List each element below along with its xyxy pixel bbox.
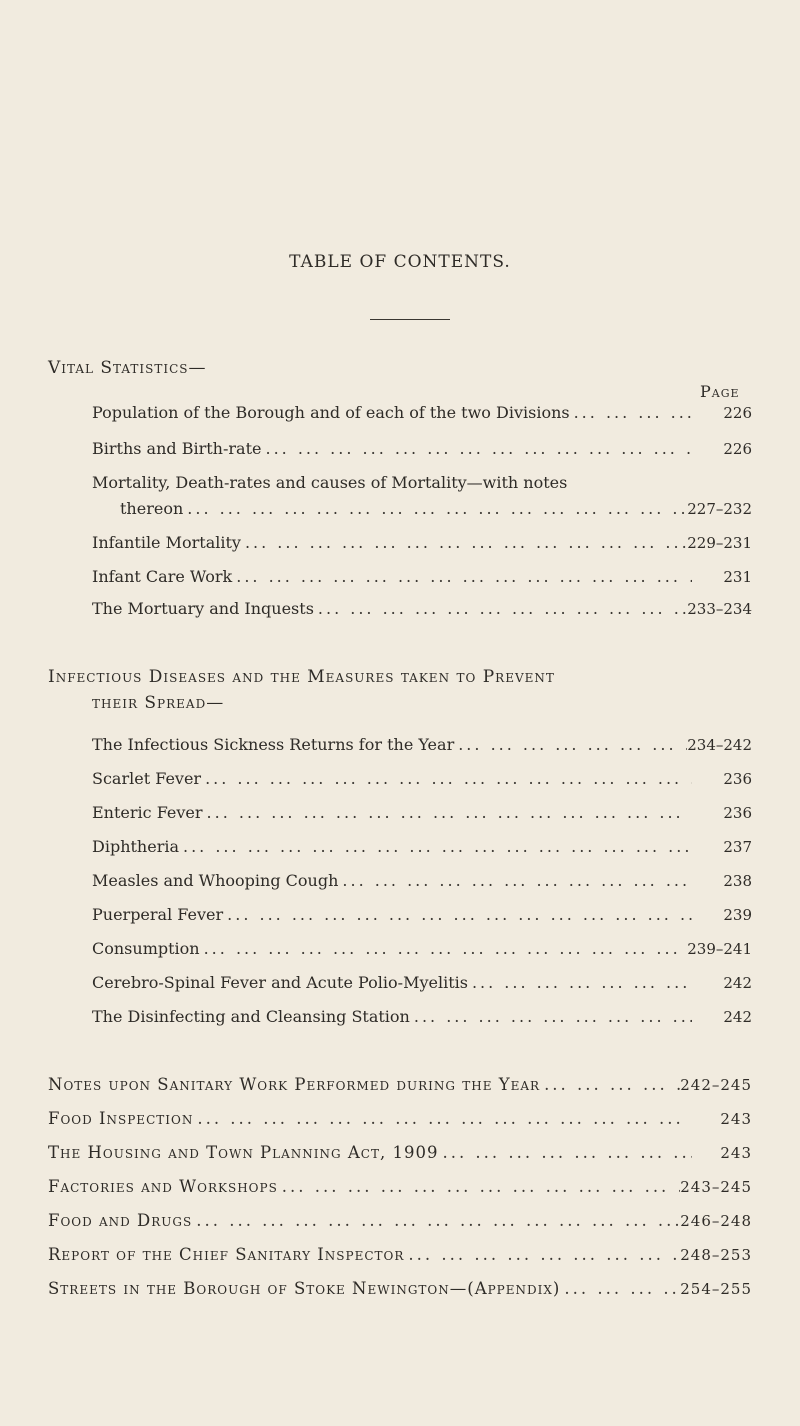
leader-dots <box>438 1143 692 1162</box>
toc-entry-page: 227–232 <box>687 500 752 518</box>
toc-entry <box>48 1109 752 1133</box>
toc-entry <box>92 939 752 963</box>
leader-dots <box>560 1279 680 1298</box>
title-divider <box>370 319 450 320</box>
toc-entry-label: Infantile Mortality <box>92 533 241 552</box>
toc-entry-page: 243–245 <box>680 1178 752 1196</box>
toc-entry-label: The Mortuary and Inquests <box>92 599 314 618</box>
toc-entry <box>92 973 752 997</box>
leader-dots <box>468 973 692 992</box>
toc-entry-label: Food and Drugs <box>48 1211 193 1230</box>
leader-dots <box>203 803 692 822</box>
toc-entry-label: The Disinfecting and Cleansing Station <box>92 1007 410 1026</box>
leader-dots <box>179 837 692 856</box>
toc-entry-label: Births and Birth-rate <box>92 439 262 458</box>
leader-dots <box>232 567 692 586</box>
leader-dots <box>261 439 692 458</box>
toc-entry-page: 243 <box>720 1110 752 1128</box>
toc-entry-page: 233–234 <box>687 600 752 618</box>
toc-entry-page: 248–253 <box>680 1246 752 1264</box>
toc-entry-page: 229–231 <box>687 534 752 552</box>
toc-entry <box>48 1279 752 1303</box>
leader-dots <box>338 871 692 890</box>
toc-entry-label: Food Inspection <box>48 1109 194 1128</box>
section-heading-infectious-diseases: Infectious Diseases and the Measures taken to Prevent <box>48 667 555 687</box>
toc-entry <box>92 905 752 929</box>
toc-entry-label: Scarlet Fever <box>92 769 202 788</box>
toc-entry-label: Enteric Fever <box>92 803 203 822</box>
toc-entry-label: Population of the Borough and of each of the two Divisions <box>92 403 570 422</box>
leader-dots <box>454 735 687 754</box>
leader-dots <box>570 403 692 422</box>
toc-entry <box>48 1245 752 1269</box>
toc-entry-page: 234–242 <box>687 736 752 754</box>
toc-entry-page: 238 <box>723 872 752 890</box>
toc-entry-page: 243 <box>720 1144 752 1162</box>
toc-entry-label: Notes upon Sanitary Work Performed during the Year <box>48 1075 541 1094</box>
toc-entry-page: 239–241 <box>687 940 752 958</box>
toc-entry <box>48 1211 752 1235</box>
toc-entry-page: 237 <box>723 838 752 856</box>
toc-entry <box>92 837 752 861</box>
leader-dots <box>183 499 687 518</box>
toc-entry <box>92 403 752 427</box>
toc-entry <box>92 1007 752 1031</box>
toc-entry-page: 242 <box>723 1008 752 1026</box>
leader-dots <box>314 599 687 618</box>
toc-entry <box>48 1075 752 1099</box>
toc-entry-page: 226 <box>723 404 752 422</box>
toc-entry-page: 242 <box>723 974 752 992</box>
toc-entry <box>92 735 752 759</box>
toc-entry-page: 236 <box>723 804 752 822</box>
toc-entry <box>48 1143 752 1167</box>
toc-entry <box>92 803 752 827</box>
toc-entry <box>92 871 752 895</box>
toc-entry-page: 242–245 <box>680 1076 752 1094</box>
page-column-label: Page <box>700 382 740 401</box>
toc-entry-label: Measles and Whooping Cough <box>92 871 339 890</box>
leader-dots <box>241 533 687 552</box>
toc-entry-label-first-line: Mortality, Death-rates and causes of Mortality—with notes <box>92 473 568 492</box>
toc-entry-label: Consumption <box>92 939 200 958</box>
leader-dots <box>278 1177 680 1196</box>
leader-dots <box>192 1211 680 1230</box>
toc-entry-label: The Infectious Sickness Returns for the Year <box>92 735 455 754</box>
toc-entry <box>48 1177 752 1201</box>
toc-entry-label: Diphtheria <box>92 837 179 856</box>
toc-entry-page: 254–255 <box>680 1280 752 1298</box>
leader-dots <box>200 939 688 958</box>
toc-entry <box>92 439 752 463</box>
toc-entry-page: 231 <box>723 568 752 586</box>
toc-entry <box>120 499 752 523</box>
leader-dots <box>410 1007 692 1026</box>
toc-entry-label: Cerebro-Spinal Fever and Acute Polio-Myelitis <box>92 973 468 992</box>
toc-entry-label: Factories and Workshops <box>48 1177 278 1196</box>
toc-entry-label: The Housing and Town Planning Act, 1909 <box>48 1143 439 1162</box>
section-heading-vital-statistics: Vital Statistics— <box>48 358 207 378</box>
leader-dots <box>404 1245 680 1264</box>
leader-dots <box>201 769 692 788</box>
toc-entry-page: 226 <box>723 440 752 458</box>
toc-entry <box>92 533 752 557</box>
leader-dots <box>540 1075 680 1094</box>
toc-entry <box>92 567 752 591</box>
leader-dots <box>223 905 692 924</box>
page-title: TABLE OF CONTENTS. <box>289 252 511 272</box>
toc-entry-label: thereon <box>120 499 184 518</box>
toc-entry-label: Puerperal Fever <box>92 905 224 924</box>
toc-entry <box>92 769 752 793</box>
leader-dots <box>193 1109 692 1128</box>
toc-entry <box>92 599 752 623</box>
toc-entry-label: Report of the Chief Sanitary Inspector <box>48 1245 405 1264</box>
section-heading-infectious-diseases-line2: their Spread— <box>92 693 225 713</box>
toc-entry-page: 236 <box>723 770 752 788</box>
toc-entry-label: Streets in the Borough of Stoke Newington—(Appendix) <box>48 1279 561 1298</box>
toc-entry-page: 246–248 <box>680 1212 752 1230</box>
toc-entry-label: Infant Care Work <box>92 567 233 586</box>
toc-entry-page: 239 <box>723 906 752 924</box>
